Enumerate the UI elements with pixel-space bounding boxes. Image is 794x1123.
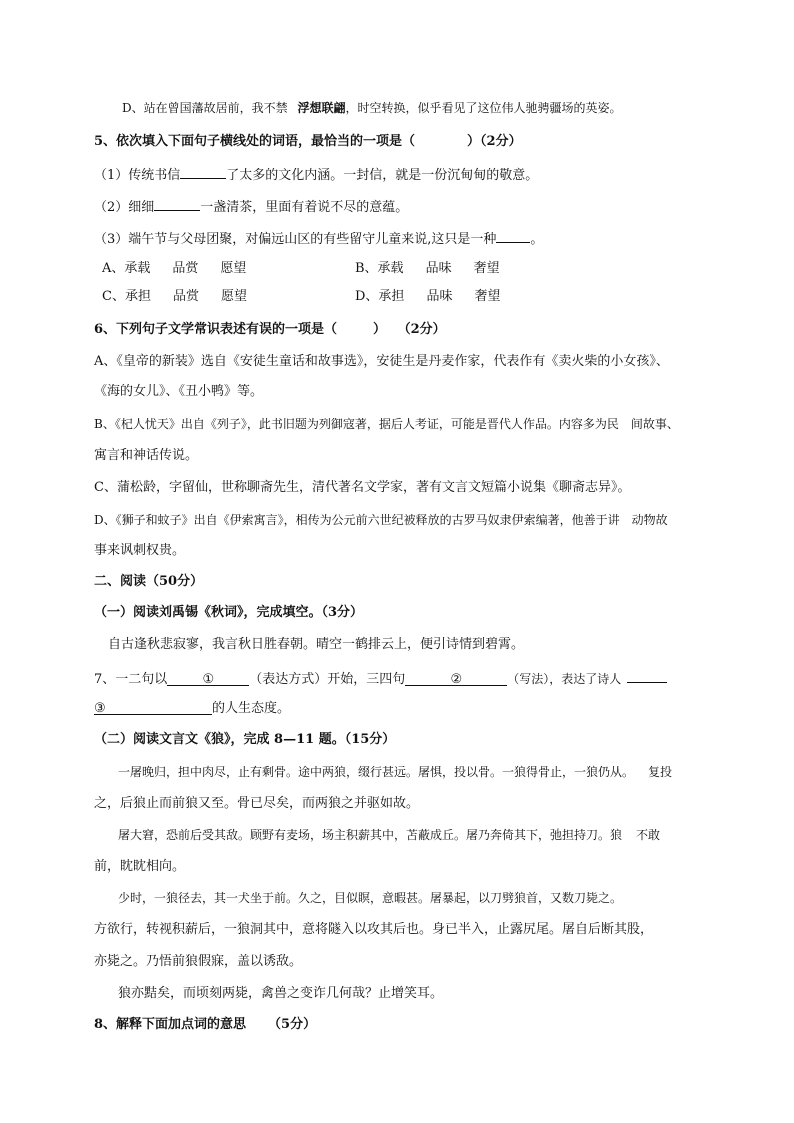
q5-sentence-1 bbox=[94, 164, 538, 185]
q6-stem bbox=[94, 321, 446, 339]
q5-s3-blank[interactable] bbox=[496, 228, 530, 243]
q6-option-d-text-end: 动物故 bbox=[631, 513, 668, 527]
part-1-title: （一）阅读刘禹锡《秋词》，完成填空。（3分） bbox=[94, 605, 364, 620]
q5-option-a-3: 愿望 bbox=[220, 261, 247, 276]
q6-paren-close: ） bbox=[373, 322, 387, 337]
section-2-title: 二、阅读（50分） bbox=[94, 574, 204, 589]
q7-blank-2[interactable]: ② bbox=[405, 671, 507, 686]
q7-text-c: （写法），表达了诗人 bbox=[507, 672, 622, 686]
q5-option-a[interactable] bbox=[102, 260, 268, 278]
q5-stem bbox=[94, 133, 522, 151]
q6-option-d-text: D、《狮子和蚊子》出自《伊索寓言》，相传为公元前六世纪被释放的古罗马奴隶伊索编著，他善于讲 bbox=[94, 513, 620, 527]
q5-option-b-3: 奢望 bbox=[473, 261, 500, 276]
wolf-p1-line1 bbox=[118, 763, 672, 781]
q5-s2-rest: 一盏清茶，里面有着说不尽的意蕴。 bbox=[200, 200, 409, 215]
poem-text: 自古逢秋悲寂寥，我言秋日胜春朝。晴空一鹤排云上，便引诗情到碧霄。 bbox=[108, 637, 525, 652]
q6-option-b-line2: 寓言和神话传说。 bbox=[94, 448, 199, 463]
q6-option-c-line1: C、蒲松龄，字留仙，世称聊斋先生，清代著名文学家，著有文言文短篇小说集《聊斋志异》。 bbox=[94, 480, 631, 495]
q5-option-d[interactable] bbox=[355, 288, 522, 306]
q5-sentence-2 bbox=[94, 196, 408, 217]
q5-s3-rest: 。 bbox=[530, 232, 544, 247]
q6-stem-text: 6、下列句子文学常识表述有误的一项是（ bbox=[94, 322, 338, 337]
q7-blank-3[interactable]: ③ bbox=[94, 700, 212, 715]
q6-option-b-text-end: 间故事、 bbox=[630, 417, 679, 431]
q5-s1-rest: 了太多的文化内涵。一封信，就是一份沉甸甸的敬意。 bbox=[226, 168, 539, 183]
q6-option-d-line2: 事来讽刺权贵。 bbox=[94, 543, 186, 558]
wolf-p3-line1: 少时，一狼径去，其一犬坐于前。久之，目似瞑，意暇甚。屠暴起，以刀劈狼首，又数刀毙之。 bbox=[118, 891, 623, 905]
part-2-title: （二）阅读文言文《狼》，完成 8—11 题。（15分） bbox=[94, 732, 396, 747]
wolf-p3-line3: 亦毙之。乃悟前狼假寐，盖以诱敌。 bbox=[94, 954, 303, 969]
q5-score: ）（2分） bbox=[467, 134, 522, 149]
wolf-p2-line2: 前，眈眈相向。 bbox=[94, 859, 186, 874]
q5-s1-text: （1）传统书信 bbox=[94, 168, 181, 183]
q6-option-a-line2: 《海的女儿》、《丑小鸭》等。 bbox=[94, 384, 264, 399]
q7-text-d: 的人生态度。 bbox=[212, 701, 291, 716]
q4-option-d bbox=[122, 99, 621, 117]
q6-score: （2分） bbox=[404, 322, 446, 337]
q6-option-d-line1 bbox=[94, 511, 668, 529]
wolf-p1-line2: 之，后狼止而前狼又至。骨已尽矣，而两狼之并驱如故。 bbox=[94, 796, 420, 811]
q6-option-b-line1 bbox=[94, 415, 679, 433]
q5-option-b-1: B、承载 bbox=[355, 261, 404, 276]
q8-stem bbox=[94, 1016, 316, 1034]
q5-option-d-2: 品味 bbox=[426, 289, 453, 304]
q5-s1-blank[interactable] bbox=[180, 164, 226, 179]
q7-blank-3-start[interactable] bbox=[627, 668, 667, 683]
q6-option-a-line1: A、《皇帝的新装》选自《安徒生童话和故事选》，安徒生是丹麦作家，代表作有《卖火柴的小女孩》、 bbox=[94, 354, 669, 369]
q7-line1 bbox=[94, 668, 667, 689]
q4-option-d-emphasis: 浮想联翩 bbox=[297, 101, 346, 115]
q4-option-d-text: D、站在曾国藩故居前，我不禁 bbox=[122, 101, 288, 115]
q7-text-b: （表达方式）开始，三四句 bbox=[249, 672, 406, 687]
q5-s3-text: （3）端午节与父母团聚，对偏远山区的有些留守儿童来说,这只是一种 bbox=[94, 232, 497, 247]
q5-option-b-2: 品味 bbox=[425, 261, 452, 276]
q5-stem-text: 5、依次填入下面句子横线处的词语，最恰当的一项是（ bbox=[94, 134, 416, 149]
wolf-p2-text-end: 不敢 bbox=[636, 828, 661, 842]
q5-s2-text: （2）细细 bbox=[94, 200, 155, 215]
q5-option-a-2: 品赏 bbox=[172, 261, 199, 276]
wolf-p3-line2: 方欲行，转视积薪后，一狼洞其中，意将隧入以攻其后也。身已半入，止露尻尾。屠自后断其股， bbox=[94, 922, 654, 937]
q6-option-b-text: B、《杞人忧天》出自《列子》，此书旧题为列御寇著，据后人考证，可能是晋代人作品。内容多为民 bbox=[94, 417, 619, 431]
q5-option-d-3: 奢望 bbox=[474, 289, 501, 304]
wolf-p4: 狼亦黠矣，而顷刻两毙，禽兽之变诈几何哉？止增笑耳。 bbox=[118, 986, 444, 1001]
q7-blank-1[interactable]: ① bbox=[167, 671, 249, 686]
q5-option-c-2: 品赏 bbox=[172, 289, 199, 304]
q7-line2 bbox=[94, 700, 290, 718]
q5-option-c-1: C、承担 bbox=[102, 289, 151, 304]
q5-s2-blank[interactable] bbox=[154, 196, 200, 211]
q8-stem-text: 8、解释下面加点词的意思 bbox=[94, 1017, 247, 1032]
wolf-p2-line1 bbox=[118, 826, 660, 844]
q5-option-c[interactable] bbox=[102, 288, 269, 306]
q5-option-c-3: 愿望 bbox=[220, 289, 247, 304]
q5-option-a-1: A、承载 bbox=[102, 261, 151, 276]
q5-sentence-3 bbox=[94, 228, 543, 249]
q8-score: （5分） bbox=[268, 1017, 317, 1032]
q7-text-a: 7、一二句以 bbox=[94, 672, 168, 687]
q4-option-d-rest: ，时空转换，似乎看见了这位伟人驰骋疆场的英姿。 bbox=[345, 101, 622, 115]
wolf-p2-text: 屠大窘，恐前后受其敌。顾野有麦场，场主积薪其中，苫蔽成丘。屠乃奔倚其下，弛担持刀。狼 bbox=[118, 828, 623, 842]
wolf-p1-text: 一屠晚归，担中肉尽，止有剩骨。途中两狼，缀行甚远。屠惧，投以骨。一狼得骨止，一狼仍从。 bbox=[118, 765, 635, 779]
q5-option-b[interactable] bbox=[355, 260, 522, 278]
wolf-p1-text-end: 复投 bbox=[648, 765, 673, 779]
q5-option-d-1: D、承担 bbox=[355, 289, 405, 304]
